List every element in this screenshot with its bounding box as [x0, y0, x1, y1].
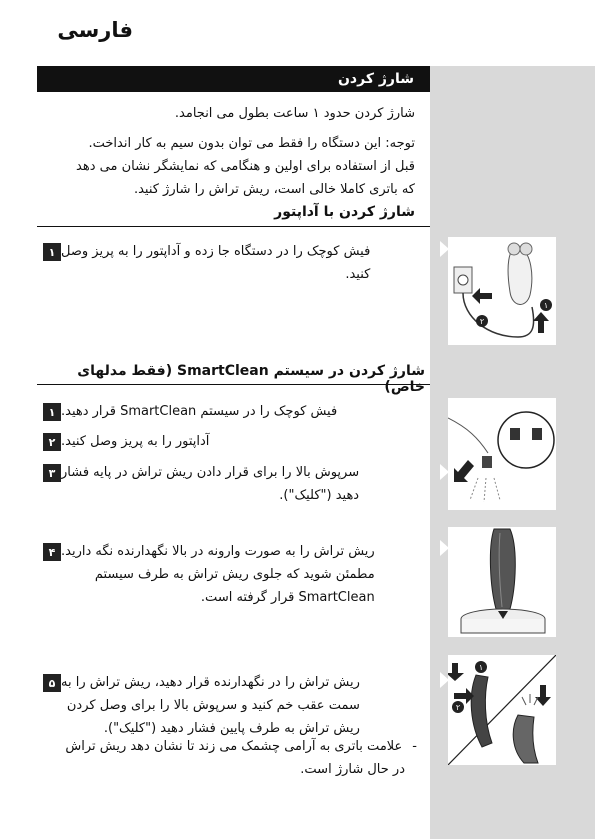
- step-text: ریش تراش را به صورت وارونه در بالا نگهدارنده نگه دارید. مطمئن شوید که جلوی ریش تراش به طرف سیستم SmartClean قرار گرفته است.: [61, 544, 375, 605]
- step-number: ۲: [43, 433, 61, 451]
- note-line-1: توجه: این دستگاه را فقط می توان بدون سیم به کار انداخت.: [88, 136, 415, 151]
- step-text: فیش کوچک را در دستگاه جا زده و آداپتور را به پریز وصل کنید.: [61, 244, 371, 282]
- adapter-step-1: [35, 240, 425, 286]
- section-header-charging: شارژ کردن: [37, 66, 430, 92]
- step-number: ۴: [43, 543, 61, 561]
- step-text: سرپوش بالا را برای قرار دادن ریش تراش در پایه فشار دهید ("کلیک").: [61, 465, 360, 503]
- illustration-pointer: [440, 241, 449, 257]
- step-text: ریش تراش را در نگهدارنده قرار دهید، ریش تراش را به سمت عقب خم کنید و سرپوش بالا را برای وصل کردن ریش تراش به طرف پایین فشار دهید ("کلیک").: [61, 675, 360, 736]
- divider: [37, 226, 430, 227]
- illustration-smartclean-plug: [448, 398, 556, 510]
- svg-text:۲: ۲: [479, 317, 485, 326]
- step-number: ۱: [43, 403, 61, 421]
- smartclean-step-1: [35, 400, 425, 423]
- smartclean-step-5: [35, 671, 425, 740]
- note-line-2: قبل از استفاده برای اولین و هنگامی که نمایشگر نشان می دهد: [76, 159, 415, 174]
- bullet-note-line-1: -علامت باتری به آرامی چشمک می زند تا نشان دهد ریش تراش: [65, 739, 417, 754]
- svg-text:۱: ۱: [543, 301, 549, 310]
- bullet-note-line-2: در حال شارژ است.: [300, 762, 405, 777]
- step-number: ۵: [43, 674, 61, 692]
- step-number: ۳: [43, 464, 61, 482]
- svg-text:۲: ۲: [455, 703, 461, 712]
- step-text: فیش کوچک را در سیستم SmartClean قرار دهید.: [61, 404, 338, 419]
- illustration-tilt-back: [448, 655, 556, 765]
- illustration-adapter: [448, 237, 556, 345]
- divider: [37, 384, 430, 385]
- illustration-pointer: [440, 464, 449, 480]
- smartclean-step-2: [35, 430, 425, 453]
- svg-text:۱: ۱: [478, 663, 484, 672]
- smartclean-step-3: [35, 461, 425, 507]
- step-number: ۱: [43, 243, 61, 261]
- adapter-section-title: شارژ کردن با آداپتور: [274, 204, 415, 220]
- illustration-pointer: [440, 672, 449, 688]
- note-line-3: که باتری کاملا خالی است، ریش تراش را شارژ کنید.: [133, 182, 415, 197]
- smartclean-step-4: [35, 540, 425, 609]
- smartclean-section-title: شارژ کردن در سیستم SmartClean (فقط مدلهای خاص): [77, 363, 425, 395]
- illustration-upside-down: [448, 527, 556, 637]
- step-text: آداپتور را به پریز وصل کنید.: [61, 434, 210, 449]
- charging-intro: شارژ کردن حدود ۱ ساعت بطول می انجامد.: [174, 106, 415, 121]
- language-title: فارسی: [57, 18, 133, 42]
- illustration-pointer: [440, 540, 449, 556]
